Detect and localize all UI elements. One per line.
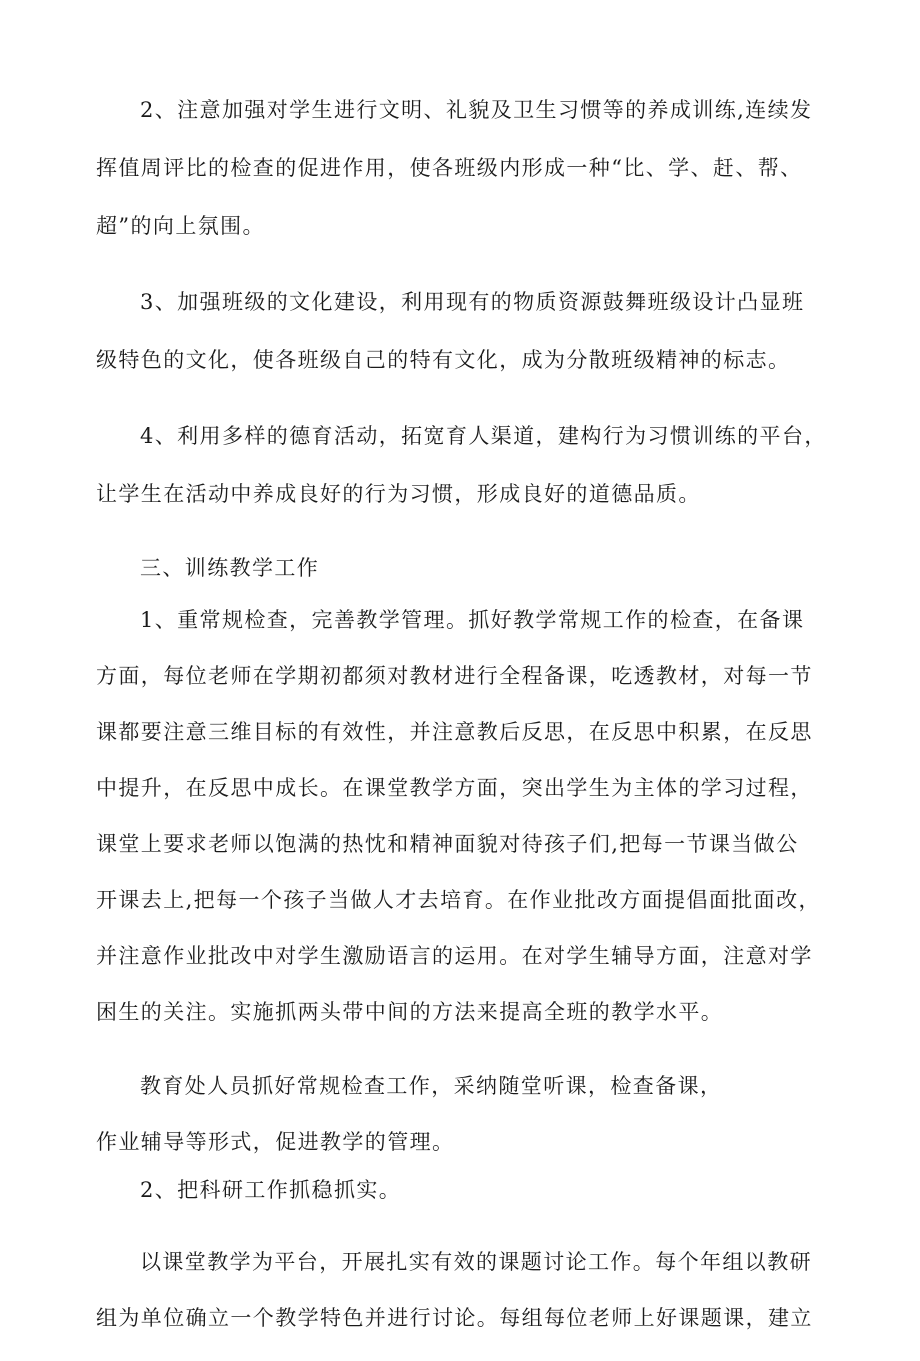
text-line: 开课去上,把每一个孩子当做人才去培育。在作业批改方面提倡面批面改， <box>96 888 821 912</box>
text-line: 挥值周评比的检查的促进作用，使各班级内形成一种“比、学、赶、帮、 <box>96 156 803 180</box>
paragraph-teach-1 <box>96 602 836 1030</box>
text-line: 3、加强班级的文化建设，利用现有的物质资源鼓舞班级设计凸显班 <box>140 290 805 314</box>
paragraph-moral-2 <box>96 92 836 244</box>
paragraph-moral-4 <box>96 418 836 512</box>
text-line: 以课堂教学为平台，开展扎实有效的课题讨论工作。每个年组以教研 <box>140 1250 812 1274</box>
text-line: 超”的向上氛围。 <box>96 214 265 238</box>
paragraph-research <box>96 1244 836 1336</box>
text-line: 2、注意加强对学生进行文明、礼貌及卫生习惯等的养成训练,连续发 <box>140 98 813 122</box>
text-line: 教育处人员抓好常规检查工作，采纳随堂听课，检查备课， <box>140 1074 723 1098</box>
text-line: 方面，每位老师在学期初都须对教材进行全程备课，吃透教材，对每一节 <box>96 664 813 688</box>
subheading-research: 2、把科研工作抓稳抓实。 <box>140 1178 402 1202</box>
text-line: 中提升，在反思中成长。在课堂教学方面，突出学生为主体的学习过程， <box>96 776 813 800</box>
text-line: 课都要注意三维目标的有效性，并注意教后反思，在反思中积累，在反思 <box>96 720 813 744</box>
paragraph-moral-3 <box>96 284 836 378</box>
text-line: 困生的关注。实施抓两头带中间的方法来提高全班的教学水平。 <box>96 1000 724 1024</box>
text-line: 4、利用多样的德育活动，拓宽育人渠道，建构行为习惯训练的平台， <box>140 424 827 448</box>
text-line: 让学生在活动中养成良好的行为习惯，形成良好的道德品质。 <box>96 482 701 506</box>
text-line: 课堂上要求老师以饱满的热忱和精神面貌对待孩子们,把每一节课当做公 <box>96 832 799 856</box>
text-line: 组为单位确立一个教学特色并进行讨论。每组每位老师上好课题课，建立 <box>96 1306 813 1330</box>
text-line: 1、重常规检查，完善教学管理。抓好教学常规工作的检查，在备课 <box>140 608 805 632</box>
text-line: 并注意作业批改中对学生激励语言的运用。在对学生辅导方面，注意对学 <box>96 944 813 968</box>
paragraph-office <box>96 1068 836 1160</box>
document-page <box>96 92 836 1336</box>
text-line: 作业辅导等形式，促进教学的管理。 <box>96 1130 455 1154</box>
section-heading: 三、训练教学工作 <box>140 556 320 580</box>
text-line: 级特色的文化，使各班级自己的特有文化，成为分散班级精神的标志。 <box>96 348 791 372</box>
